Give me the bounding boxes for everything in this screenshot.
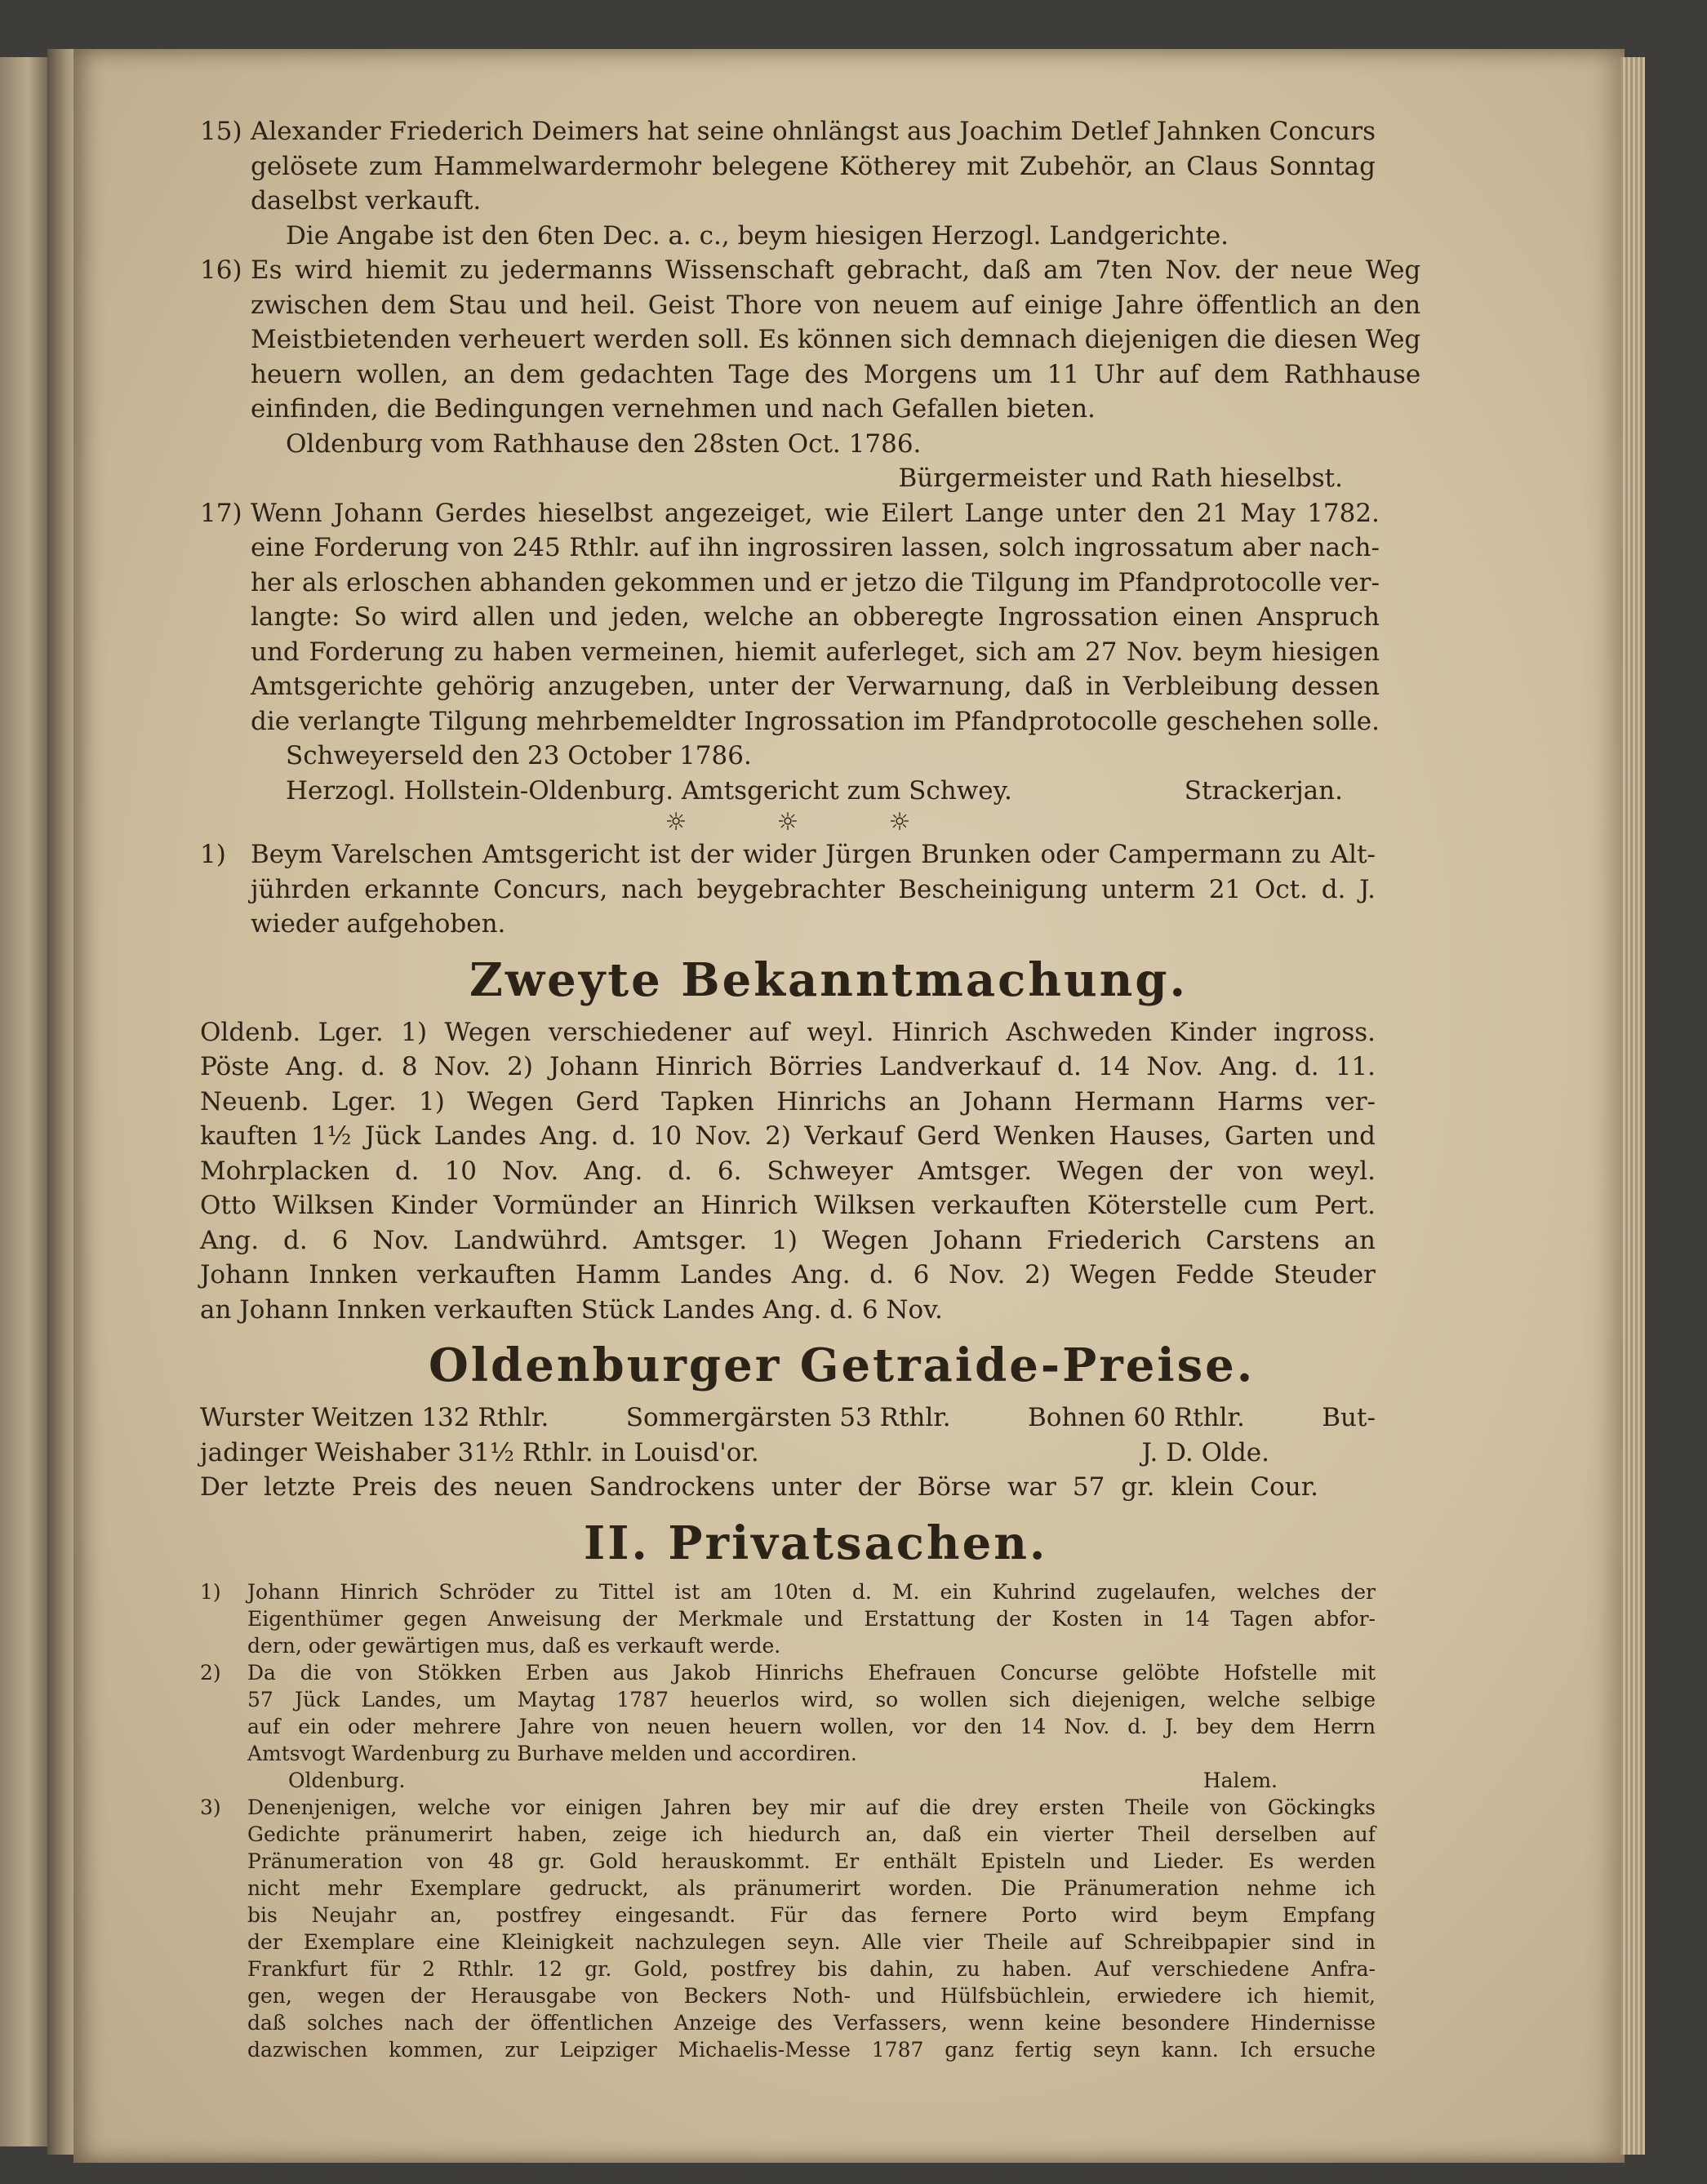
text-line: an Johann Innken verkauften Stück Landes Ang. d. 6 Nov. [200, 1294, 943, 1325]
private-notice-3 [200, 1794, 1376, 2063]
price-row [200, 1401, 1376, 1436]
text-line: eine Forderung von 245 Rthlr. auf ihn ingrossiren lassen, solch ingrossatum aber nach- [251, 533, 1380, 562]
notice-number: 3) [200, 1795, 221, 1819]
text-line: Es wird hiemit zu jedermanns Wissenschaft gebracht, daß am 7ten Nov. der neue Weg [251, 255, 1421, 285]
text-line: Frankfurt für 2 Rthlr. 12 gr. Gold, postfrey bis dahin, zu haben. Auf verschiedene Anfra- [247, 1956, 1376, 1981]
notice-15 [200, 114, 1376, 219]
section-heading: Zweyte Bekanntmachung. [469, 952, 1189, 1007]
text-line: der Exemplare eine Kleinigkeit nachzulegen seyn. Alle vier Theile auf Schreibpapier sind in [247, 1929, 1376, 1954]
text-line: Da die von Stökken Erben aus Jakob Hinrichs Ehefrauen Concurse gelöbte Hofstelle mit [247, 1660, 1376, 1685]
notice-number: 2) [200, 1660, 221, 1685]
sun-ornament-icon: ☼ [665, 808, 687, 837]
sun-ornament-icon: ☼ [888, 808, 911, 837]
text-line: kauften 1½ Jück Landes Ang. d. 10 Nov. 2) Verkauf Gerd Wenken Hauses, Garten und [200, 1121, 1376, 1151]
page-stack-edge [1620, 57, 1645, 2155]
left-page-edge [0, 57, 51, 2146]
text-line: wieder aufgehoben. [251, 909, 506, 939]
text-line: einfinden, die Bedingungen vernehmen und nach Gefallen bieten. [251, 394, 1096, 424]
private-notices [200, 1578, 1376, 2063]
text-line: dern, oder gewärtigen mus, daß es verkauft werde. [247, 1633, 781, 1658]
text-line: auf ein oder mehrere Jahre von neuen heuern wollen, vor den 14 Nov. d. J. bey dem Herrn [247, 1714, 1376, 1738]
price-item: Wurster Weitzen 132 Rthlr. [200, 1403, 549, 1432]
text-line: daß solches nach der öffentlichen Anzeige des Verfassers, wenn keine besondere Hindernisse [247, 2010, 1376, 2035]
second-announcement [200, 1015, 1376, 1328]
text-line: zwischen dem Stau und heil. Geist Thore von neuem auf einige Jahre öffentlich an den [251, 290, 1421, 320]
signature-row [200, 774, 1376, 809]
notice-number: 1) [200, 1579, 221, 1604]
text-line: jührden erkannte Concurs, nach beygebrachter Bescheinigung unterm 21 Oct. d. J. [251, 874, 1376, 904]
private-notice-1 [200, 1578, 1376, 1659]
text-line: Amtsvogt Wardenburg zu Burhave melden und accordiren. [247, 1741, 857, 1765]
section-heading: II. Privatsachen. [584, 1516, 1048, 1570]
text-line: Johann Hinrich Schröder zu Tittel ist am 10ten d. M. ein Kuhrind zugelaufen, welches der [247, 1579, 1376, 1604]
signature: J. D. Olde. [1141, 1437, 1269, 1467]
text-line: Schweyerseld den 23 October 1786. [286, 741, 752, 770]
text-line: Ang. d. 6 Nov. Landwührd. Amtsger. 1) Wegen Johann Friederich Carstens an [200, 1225, 1376, 1255]
text-line: Eigenthümer gegen Anweisung der Merkmale und Erstattung der Kosten in 14 Tagen abfor- [247, 1606, 1376, 1631]
text-line: Mohrplacken d. 10 Nov. Ang. d. 6. Schweyer Amtsger. Wegen der von weyl. [200, 1156, 1376, 1186]
notice-number: 1) [200, 840, 226, 869]
signature: Oldenburg. [288, 1768, 406, 1792]
notice-16 [200, 253, 1421, 427]
text-line: Der letzte Preis des neuen Sandrockens unter der Börse war 57 gr. klein Cour. [200, 1472, 1318, 1502]
text-line: langte: So wird allen und jeden, welche an obberegte Ingrossation einen Anspruch [251, 602, 1380, 632]
text-line: Oldenburg vom Rathhause den 28sten Oct. 1786. [286, 428, 922, 459]
notice-number: 17) [200, 498, 242, 528]
text-line: Wenn Johann Gerdes hieselbst angezeiget, wie Eilert Lange unter den 21 May 1782. [251, 498, 1380, 528]
grain-prices [200, 1401, 1376, 1505]
notice-number: 16) [200, 255, 242, 285]
text-line: gen, wegen der Herausgabe von Beckers Noth- und Hülfsbüchlein, erwiedere ich hiemit, [247, 1983, 1376, 2008]
private-notice-2 [200, 1659, 1376, 1794]
text-line: Gedichte pränumerirt haben, zeige ich hiedurch an, daß ein vierter Theil derselben auf [247, 1822, 1376, 1846]
text-line: heuern wollen, an dem gedachten Tage des Morgens um 11 Uhr auf dem Rathhause [251, 359, 1421, 389]
notice-varel [200, 837, 1376, 942]
page-content [200, 114, 1421, 2063]
notice-17 [200, 496, 1380, 739]
text-line: Amtsgerichte gehörig anzugeben, unter der Verwarnung, daß in Verbleibung dessen [251, 672, 1380, 701]
signature: Herzogl. Hollstein-Oldenburg. Amtsgericht zum Schwey. [286, 775, 1012, 806]
price-item: Bohnen 60 Rthlr. [1028, 1403, 1245, 1432]
signature: Strackerjan. [1184, 775, 1343, 806]
signature-row [247, 1767, 1376, 1794]
text-line: Pöste Ang. d. 8 Nov. 2) Johann Hinrich Börries Landverkauf d. 14 Nov. Ang. d. 11. [200, 1052, 1376, 1081]
text-line: Johann Innken verkauften Hamm Landes Ang. d. 6 Nov. 2) Wegen Fedde Steuder [200, 1260, 1376, 1290]
text-line: und Forderung zu haben vermeinen, hiemit auferleget, sich am 27 Nov. beym hiesigen [251, 637, 1380, 667]
text-line: her als erloschen abhanden gekommen und er jetzo die Tilgung im Pfandprotocolle ver- [251, 567, 1380, 597]
text-line: 57 Jück Landes, um Maytag 1787 heuerlos wird, so wollen sich diejenigen, welche selbige [247, 1687, 1376, 1711]
signature: Halem. [1202, 1768, 1278, 1792]
sun-ornament-icon: ☼ [776, 808, 799, 837]
notice-number: 15) [200, 117, 242, 146]
text-line: Pränumeration von 48 gr. Gold herauskommt. Er enthält Episteln und Lieder. Es werden [247, 1849, 1376, 1873]
text-line: Die Angabe ist den 6ten Dec. a. c., beym hiesigen Herzogl. Landgerichte. [286, 220, 1229, 251]
text-line: daselbst verkauft. [251, 186, 482, 215]
price-item: Sommergärsten 53 Rthlr. [625, 1403, 951, 1432]
text-line: Oldenb. Lger. 1) Wegen verschiedener auf weyl. Hinrich Aschweden Kinder ingross. [200, 1017, 1376, 1047]
signature: Bürgermeister und Rath hieselbst. [898, 464, 1343, 493]
text-line: dazwischen kommen, zur Leipziger Michaelis-Messe 1787 ganz fertig seyn kann. Ich ersuche [247, 2037, 1376, 2062]
text-line: die verlangte Tilgung mehrbemeldter Ingrossation im Pfandprotocolle geschehen solle. [251, 706, 1380, 736]
price-row [200, 1436, 1376, 1471]
text-line: Meistbietenden verheuert werden soll. Es können sich demnach diejenigen die diesen Weg [251, 325, 1421, 354]
text-line: Denenjenigen, welche vor einigen Jahren bey mir auf die drey ersten Theile von Göckingks [247, 1795, 1376, 1819]
text-line: bis Neujahr an, postfrey eingesandt. Für das fernere Porto wird beym Empfang [247, 1902, 1376, 1927]
text-line: nicht mehr Exemplare gedruckt, als pränumerirt worden. Die Pränumeration nehme ich [247, 1875, 1376, 1900]
text-line: gelösete zum Hammelwardermohr belegene Kötherey mit Zubehör, an Claus Sonntag [251, 151, 1376, 181]
price-item: But- [1322, 1403, 1376, 1432]
text-line: Alexander Friederich Deimers hat seine ohnlängst aus Joachim Detlef Jahnken Concurs [251, 117, 1376, 146]
price-item: jadinger Weishaber 31½ Rthlr. in Louisd'or. [200, 1437, 759, 1467]
text-line: Otto Wilksen Kinder Vormünder an Hinrich Wilksen verkauften Köterstelle cum Pert. [200, 1191, 1376, 1220]
ornament-row [200, 808, 1376, 837]
text-line: Neuenb. Lger. 1) Wegen Gerd Tapken Hinrichs an Johann Hermann Harms ver- [200, 1086, 1376, 1116]
text-line: Beym Varelschen Amtsgericht ist der wider Jürgen Brunken oder Campermann zu Alt- [251, 840, 1376, 869]
section-heading: Oldenburger Getraide-Preise. [429, 1338, 1256, 1392]
